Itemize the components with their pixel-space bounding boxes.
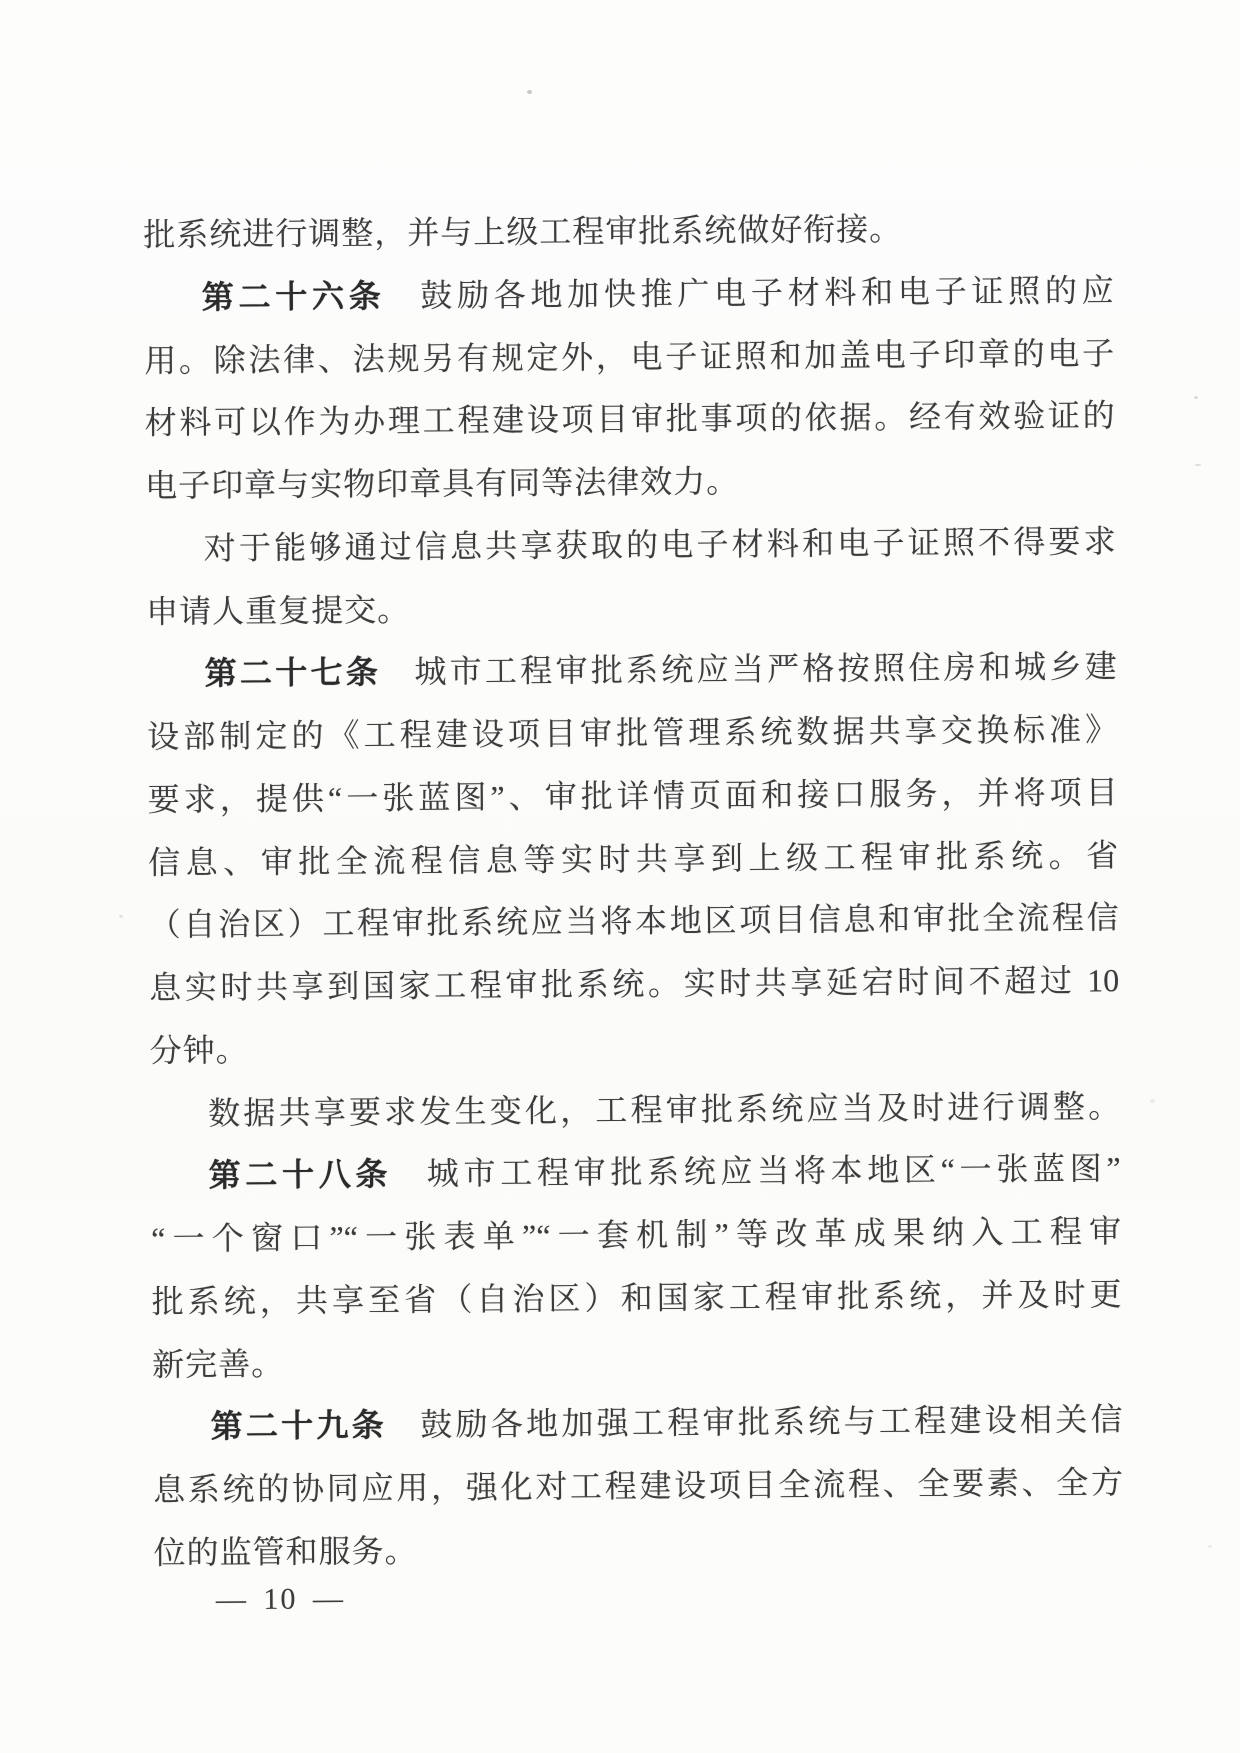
line-text: 对于能够通过信息共享获取的电子材料和电子证照不得要求: [203, 522, 1116, 567]
text-line: [143, 259, 1113, 329]
text-line: [144, 322, 1114, 392]
line-text: 分钟。: [149, 1031, 249, 1069]
line-text: 息系统的协同应用，强化对工程建设项目全流程、全要素、全方: [152, 1464, 1124, 1508]
line-text: （自治区）工程审批系统应当将本地区项目信息和审批全流程信: [148, 899, 1119, 944]
text-line: [151, 1200, 1121, 1270]
line-text: 新完善。: [151, 1345, 285, 1383]
text-line: [148, 886, 1118, 956]
line-text: 城市工程审批系统应当严格按照住房和城乡建: [410, 648, 1117, 690]
line-text: 城市工程审批系统应当将本地区“一张蓝图”: [422, 1150, 1121, 1192]
line-text: 信息、审批全流程信息等实时共享到上级工程审批系统。省: [148, 836, 1119, 881]
text-line: [150, 1075, 1120, 1145]
scan-speck: [1195, 464, 1201, 466]
text-line: [153, 1451, 1123, 1521]
line-text: 批系统，共享至省（自治区）和国家工程审批系统，并及时更: [151, 1275, 1122, 1320]
line-text: 要求，提供“一张蓝图”、审批详情页面和接口服务，并将项目: [147, 773, 1118, 818]
text-line: [150, 1137, 1120, 1207]
line-text: 电子印章与实物印章具有同等法律效力。: [145, 463, 740, 504]
text-line: [143, 196, 1113, 266]
scan-speck: [527, 90, 532, 94]
scan-speck: [119, 915, 123, 918]
text-line: [148, 824, 1118, 894]
scan-speck: [1150, 1099, 1155, 1103]
page-number: — 10 —: [215, 1581, 346, 1616]
line-text: 位的监管和服务。: [153, 1532, 418, 1571]
text-line: [146, 573, 1116, 643]
text-line: [145, 447, 1115, 517]
line-text: 材料可以作为办理工程建设项目审批事项的依据。经有效验证的: [144, 397, 1115, 442]
line-text: 鼓励各地加快推广电子材料和电子证照的应: [415, 271, 1114, 314]
line-text: 设部制定的《工程建设项目审批管理系统数据共享交换标准》: [147, 711, 1118, 755]
line-text: 息实时共享到国家工程审批系统。实时共享延宕时间不超过 10: [149, 962, 1120, 1006]
line-text: 用。除法律、法规另有规定外，电子证照和加盖电子印章的电子: [144, 334, 1115, 379]
article-heading: 第二十七条: [204, 654, 382, 692]
line-text: 批系统进行调整，并与上级工程审批系统做好衔接。: [143, 210, 903, 253]
text-line: [145, 510, 1115, 580]
text-line: [152, 1388, 1122, 1458]
text-line: [152, 1326, 1122, 1396]
text-line: [151, 1263, 1121, 1333]
text-line: [149, 1012, 1119, 1082]
article-heading: 第二十八条: [208, 1156, 393, 1194]
scan-speck: [1208, 1545, 1212, 1548]
article-heading: 第二十九条: [210, 1407, 388, 1445]
article-heading: 第二十六条: [201, 277, 386, 316]
text-line: [147, 761, 1117, 831]
document-text-block: [143, 196, 1124, 1622]
line-text: “一个窗口”“一张表单”“一套机制”等改革成果纳入工程审: [150, 1213, 1122, 1257]
body-text: [143, 196, 1124, 1584]
scan-speck: [440, 917, 444, 921]
line-text: 申请人重复提交。: [146, 591, 411, 630]
line-text: 数据共享要求发生变化，工程审批系统应当及时进行调整。: [208, 1087, 1121, 1131]
text-line: [146, 635, 1116, 705]
line-text: 鼓励各地加强工程审批系统与工程建设相关信: [416, 1401, 1123, 1443]
text-line: [149, 949, 1119, 1019]
text-line: [144, 384, 1114, 454]
scan-speck: [1194, 396, 1198, 399]
text-line: [147, 698, 1117, 768]
